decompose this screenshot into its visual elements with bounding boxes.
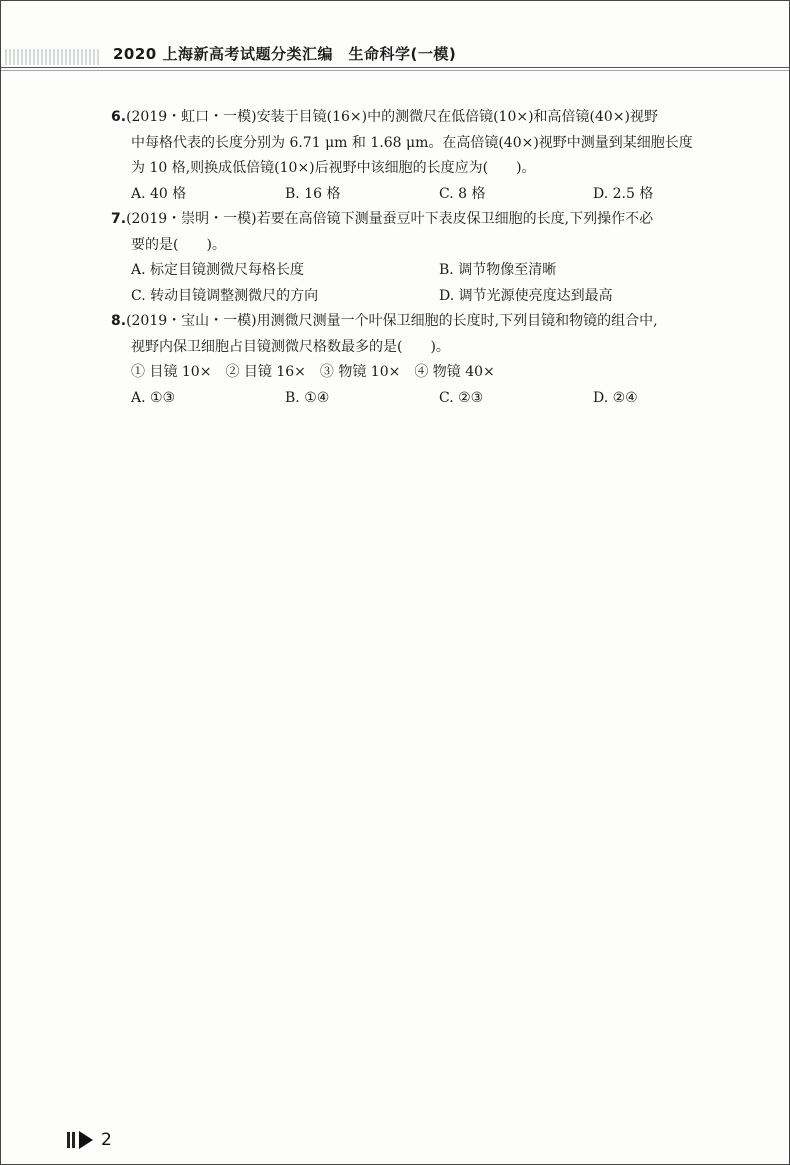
header-rule-secondary <box>1 70 789 71</box>
answer-options <box>111 182 759 208</box>
question-6 <box>111 105 759 207</box>
option-c: C. 8 格 <box>439 185 486 202</box>
question-7 <box>111 207 759 309</box>
option-b: B. ①④ <box>285 389 330 406</box>
option-a: A. ①③ <box>131 389 176 406</box>
option-d: D. 调节光源使亮度达到最高 <box>439 287 613 304</box>
question-text: (2019・崇明・一模)若要在高倍镜下测量蚕豆叶下表皮保卫细胞的长度,下列操作不必 <box>126 211 654 227</box>
question-text: (2019・宝山・一模)用测微尺测量一个叶保卫细胞的长度时,下列目镜和物镜的组合中, <box>126 313 658 329</box>
option-a: A. 40 格 <box>131 185 187 202</box>
option-b: B. 调节物像至清晰 <box>439 262 557 278</box>
question-text: (2019・虹口・一模)安装于目镜(16×)中的测微尺在低倍镜(10×)和高倍镜(40×)视野 <box>126 109 659 125</box>
question-line <box>111 207 759 233</box>
question-text: 视野内保卫细胞占目镜测微尺格数最多的是( )。 <box>131 338 450 355</box>
question-list <box>111 105 759 411</box>
question-text: 为 10 格,则换成低倍镜(10×)后视野中该细胞的长度应为( )。 <box>131 160 536 176</box>
choice-items: ① 目镜 10× ② 目镜 16× ③ 物镜 10× ④ 物镜 40× <box>131 364 495 380</box>
option-d: D. ②④ <box>593 389 638 406</box>
running-header <box>1 39 789 71</box>
question-number: 7. <box>111 211 127 227</box>
option-d: D. 2.5 格 <box>593 185 654 202</box>
header-rule <box>1 67 789 68</box>
page-footer <box>67 1127 112 1153</box>
question-number: 8. <box>111 313 127 329</box>
option-a: A. 标定目镜测微尺每格长度 <box>131 262 305 278</box>
question-line <box>111 105 759 131</box>
question-text: 中每格代表的长度分别为 6.71 μm 和 1.68 μm。在高倍镜(40×)视野中测量到某细胞长度 <box>131 134 693 151</box>
answer-options <box>111 284 759 310</box>
header-title: 2020 上海新高考试题分类汇编 生命科学(一模) <box>113 45 457 63</box>
option-c: C. ②③ <box>439 389 484 406</box>
question-8 <box>111 309 759 411</box>
answer-options <box>111 258 759 284</box>
option-b: B. 16 格 <box>285 185 341 202</box>
header-decoration <box>5 49 101 65</box>
option-c: C. 转动目镜调整测微尺的方向 <box>131 287 319 304</box>
question-line <box>111 309 759 335</box>
question-number: 6. <box>111 109 127 125</box>
page-marker-icon <box>67 1131 93 1149</box>
question-text: 要的是( )。 <box>131 236 226 253</box>
answer-options <box>111 386 759 412</box>
page-number: 2 <box>101 1130 112 1150</box>
